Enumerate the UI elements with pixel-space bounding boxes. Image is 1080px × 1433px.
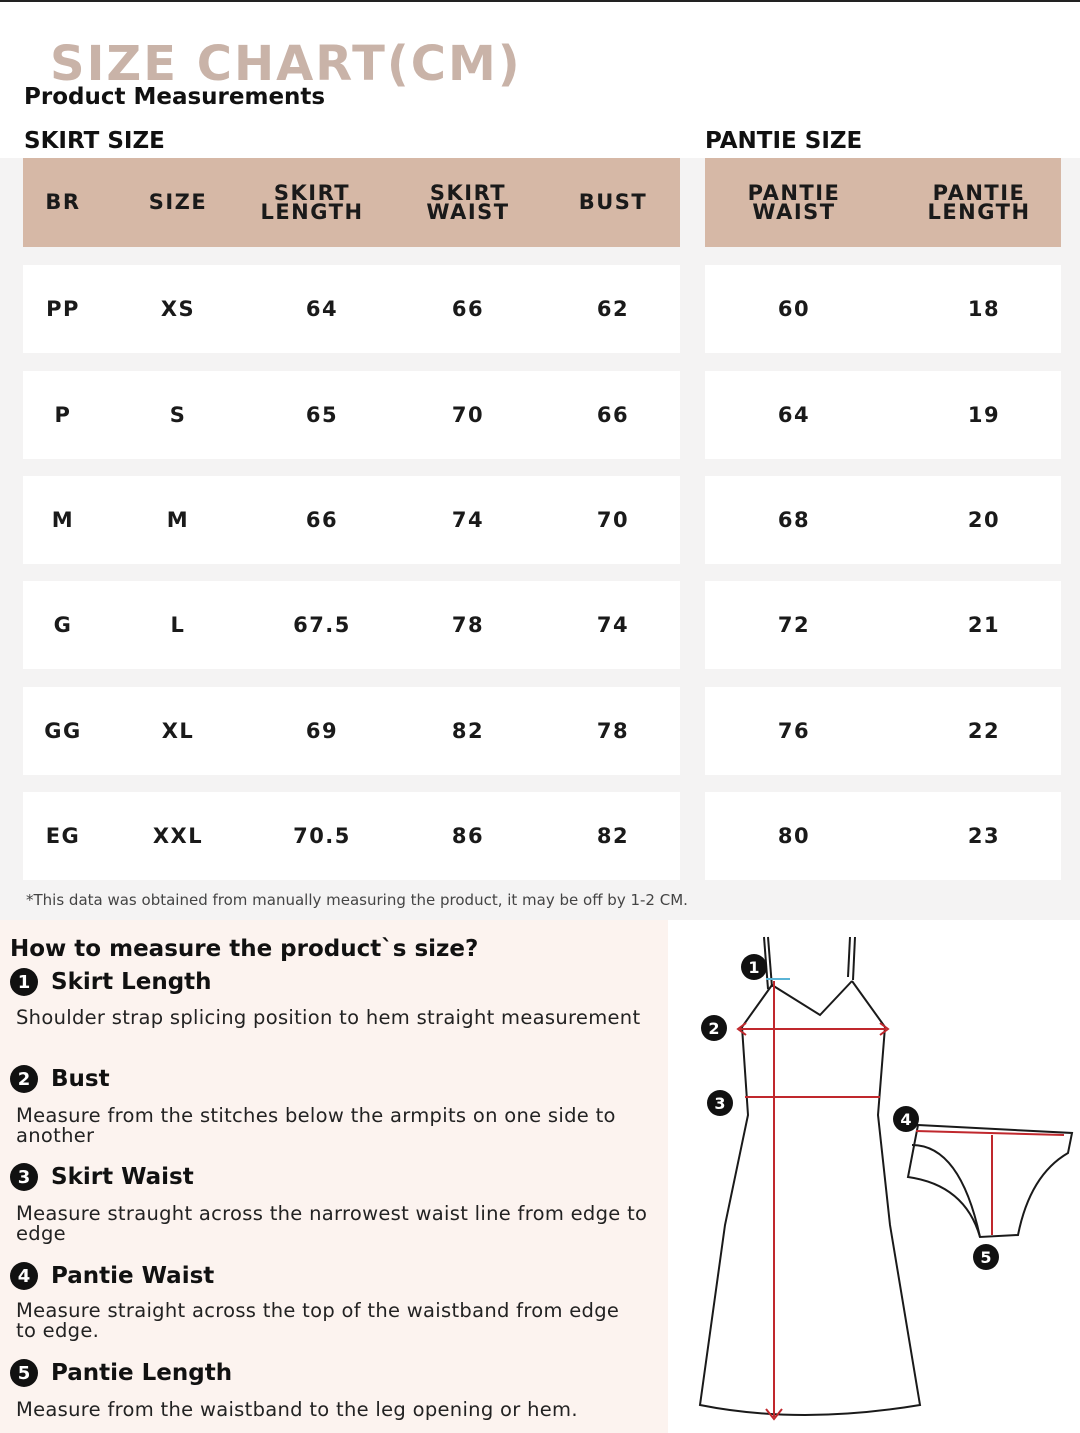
step-number-badge: 4 <box>10 1262 38 1290</box>
header-size-label: SIZE <box>148 190 208 214</box>
header-br-label: BR <box>45 190 81 214</box>
step-number-badge: 5 <box>10 1359 38 1387</box>
measurement-diagram <box>680 925 1080 1433</box>
header-pantie-waist-line1: PANTIE <box>747 180 841 205</box>
cell-br: P <box>54 403 72 427</box>
cell-pantie-waist: 76 <box>777 719 811 743</box>
header-pantie-waist <box>705 158 883 247</box>
cell-pantie-waist: 72 <box>777 613 811 637</box>
step-3-label: Skirt Waist <box>51 1164 194 1190</box>
cell-bust: 62 <box>596 297 630 321</box>
header-skirt-length-line2: LENGTH <box>260 199 364 224</box>
cell-br: PP <box>46 297 80 321</box>
header-pantie-length-line2: LENGTH <box>927 199 1031 224</box>
cell-br: G <box>53 613 73 637</box>
cell-bust: 70 <box>596 508 630 532</box>
cell-size: M <box>166 508 190 532</box>
skirt-section-label: SKIRT SIZE <box>24 128 165 154</box>
table-row <box>705 265 1061 353</box>
table-row <box>705 792 1061 880</box>
step-3-desc-line: edge <box>16 1222 66 1245</box>
cell-skirt-length: 66 <box>305 508 339 532</box>
cell-size: S <box>169 403 187 427</box>
cell-skirt-length: 67.5 <box>293 613 351 637</box>
table-row <box>705 476 1061 564</box>
table-row <box>23 476 680 564</box>
cell-pantie-waist: 60 <box>777 297 811 321</box>
how-to-measure-title: How to measure the product`s size? <box>10 936 479 962</box>
header-pantie-waist-line2: WAIST <box>752 199 836 224</box>
cell-br: GG <box>44 719 82 743</box>
cell-br: M <box>51 508 75 532</box>
measurement-note: *This data was obtained from manually measuring the product, it may be off by 1-2 CM. <box>26 891 688 909</box>
header-pantie-length-line1: PANTIE <box>932 180 1026 205</box>
marker-3-label: 3 <box>714 1094 726 1113</box>
header-bust <box>548 158 678 247</box>
step-1-desc-line: Shoulder strap splicing position to hem straight measurement <box>16 1006 641 1029</box>
marker-4-label: 4 <box>900 1110 912 1129</box>
page-title: SIZE CHART(CM) <box>50 36 522 92</box>
cell-skirt-waist: 86 <box>451 824 485 848</box>
step-1-title <box>10 968 212 996</box>
cell-pantie-length: 22 <box>967 719 1001 743</box>
cell-skirt-length: 65 <box>305 403 339 427</box>
table-row <box>23 581 680 669</box>
header-skirt-waist-line2: WAIST <box>426 199 510 224</box>
step-4-title <box>10 1262 214 1290</box>
step-number-badge: 3 <box>10 1163 38 1191</box>
step-3-title <box>10 1163 194 1191</box>
cell-pantie-length: 21 <box>967 613 1001 637</box>
cell-skirt-waist: 82 <box>451 719 485 743</box>
table-row <box>705 687 1061 775</box>
cell-pantie-length: 23 <box>967 824 1001 848</box>
cell-bust: 82 <box>596 824 630 848</box>
step-3-desc-line: Measure straught across the narrowest waist line from edge to <box>16 1202 648 1225</box>
header-skirt-waist <box>398 158 538 247</box>
header-skirt-length-line1: SKIRT <box>273 180 351 205</box>
step-1-label: Skirt Length <box>51 969 212 995</box>
cell-pantie-length: 19 <box>967 403 1001 427</box>
step-1-description <box>16 1008 666 1028</box>
header-skirt-waist-line1: SKIRT <box>429 180 507 205</box>
cell-skirt-length: 69 <box>305 719 339 743</box>
table-row <box>23 371 680 459</box>
pantie-section-label: PANTIE SIZE <box>705 128 863 154</box>
table-row <box>705 581 1061 669</box>
top-rule <box>0 0 1080 2</box>
table-row <box>23 792 680 880</box>
page-subtitle: Product Measurements <box>24 84 326 110</box>
dress-measure-lines <box>738 981 888 1419</box>
step-4-desc-line: Measure straight across the top of the waistband from edge <box>16 1299 620 1322</box>
cell-skirt-waist: 74 <box>451 508 485 532</box>
step-5-description <box>16 1400 666 1420</box>
step-number-badge: 1 <box>10 968 38 996</box>
cell-bust: 78 <box>596 719 630 743</box>
step-5-desc-line: Measure from the waistband to the leg opening or hem. <box>16 1398 578 1421</box>
pantie-table-header <box>705 158 1061 247</box>
table-row <box>705 371 1061 459</box>
step-2-title <box>10 1065 110 1093</box>
cell-skirt-waist: 66 <box>451 297 485 321</box>
cell-pantie-waist: 68 <box>777 508 811 532</box>
cell-pantie-waist: 64 <box>777 403 811 427</box>
cell-skirt-length: 64 <box>305 297 339 321</box>
header-br <box>23 158 103 247</box>
cell-pantie-waist: 80 <box>777 824 811 848</box>
cell-skirt-waist: 70 <box>451 403 485 427</box>
header-bust-label: BUST <box>578 190 648 214</box>
header-pantie-length <box>890 158 1068 247</box>
skirt-table-header <box>23 158 680 247</box>
cell-bust: 74 <box>596 613 630 637</box>
cell-skirt-length: 70.5 <box>293 824 351 848</box>
cell-size: XXL <box>152 824 204 848</box>
header-skirt-length <box>243 158 381 247</box>
pantie-measure-lines <box>916 1131 1064 1235</box>
cell-pantie-length: 20 <box>967 508 1001 532</box>
step-2-description <box>16 1106 666 1146</box>
cell-br: EG <box>45 824 81 848</box>
step-4-desc-line: to edge. <box>16 1319 100 1342</box>
step-3-description <box>16 1204 666 1244</box>
table-row <box>23 687 680 775</box>
step-4-description <box>16 1301 666 1341</box>
step-2-desc-line: another <box>16 1124 95 1147</box>
cell-size: L <box>170 613 186 637</box>
cell-size: XL <box>161 719 195 743</box>
step-5-label: Pantie Length <box>51 1360 233 1386</box>
marker-2-label: 2 <box>708 1019 720 1038</box>
table-row <box>23 265 680 353</box>
step-2-desc-line: Measure from the stitches below the armpits on one side to <box>16 1104 616 1127</box>
step-5-title <box>10 1359 232 1387</box>
dress-outline <box>700 937 920 1415</box>
cell-pantie-length: 18 <box>967 297 1001 321</box>
cell-bust: 66 <box>596 403 630 427</box>
cell-size: XS <box>160 297 196 321</box>
marker-5-label: 5 <box>980 1248 992 1267</box>
header-size <box>118 158 238 247</box>
cell-skirt-waist: 78 <box>451 613 485 637</box>
step-number-badge: 2 <box>10 1065 38 1093</box>
pantie-outline <box>908 1125 1072 1237</box>
marker-1-label: 1 <box>748 958 760 977</box>
diagram-markers <box>701 954 999 1270</box>
step-2-label: Bust <box>51 1066 110 1092</box>
step-4-label: Pantie Waist <box>51 1263 215 1289</box>
